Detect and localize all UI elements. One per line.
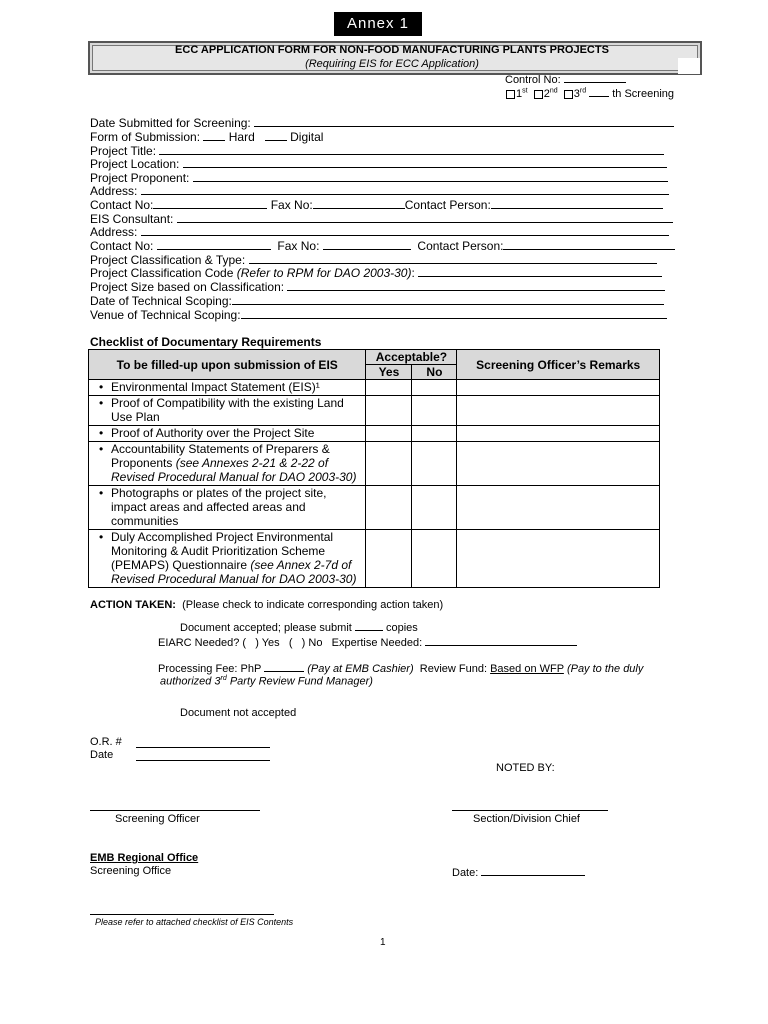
- fee-field[interactable]: [264, 661, 304, 672]
- checklist-table: [88, 349, 660, 588]
- section-chief-signature-line[interactable]: [452, 810, 608, 811]
- no-cell[interactable]: [412, 426, 457, 442]
- yes-cell[interactable]: [366, 530, 412, 588]
- yes-cell[interactable]: [366, 486, 412, 530]
- col-remarks: Screening Officer’s Remarks: [457, 350, 660, 380]
- col-acceptable: Acceptable?: [366, 350, 457, 365]
- col-yes: Yes: [366, 365, 412, 380]
- third-screening-checkbox[interactable]: [564, 90, 573, 99]
- classification-code-field[interactable]: [418, 265, 662, 277]
- table-row: • Duly Accomplished Project Environmental Monitoring & Audit Prioritization Scheme (PEMAPS) Questionnaire (see Annex 2-7d of Revised Procedural Manual for DAO 2003-30): [89, 530, 660, 588]
- emb-office: EMB Regional Office: [90, 852, 199, 864]
- section-chief-label: Section/Division Chief: [473, 813, 580, 825]
- project-title-row: Project Title:: [90, 143, 664, 158]
- project-location-row: Project Location:: [90, 156, 667, 171]
- copies-field[interactable]: [355, 620, 383, 631]
- noted-by: NOTED BY:: [496, 762, 555, 774]
- fax-no-field[interactable]: [313, 197, 405, 209]
- remarks-cell[interactable]: [457, 442, 660, 486]
- date2-field[interactable]: [481, 865, 585, 876]
- project-location-field[interactable]: [183, 156, 667, 168]
- date-field[interactable]: [136, 760, 270, 761]
- form-subtitle: (Requiring EIS for ECC Application): [305, 58, 479, 70]
- no-cell[interactable]: [412, 486, 457, 530]
- or-field[interactable]: [136, 747, 270, 748]
- table-row: • Proof of Compatibility with the existing Land Use Plan: [89, 396, 660, 426]
- col-requirement: To be filled-up upon submission of EIS: [89, 350, 366, 380]
- address2-row: Address:: [90, 224, 669, 239]
- form-submission-row: Form of Submission: Hard Digital: [90, 130, 324, 144]
- footnote-divider: [90, 914, 274, 915]
- project-proponent-field[interactable]: [193, 170, 668, 182]
- fund-note: authorized 3rd Party Review Fund Manager): [160, 675, 373, 688]
- eis-consultant-field[interactable]: [177, 211, 673, 223]
- or-label: O.R. #: [90, 736, 122, 748]
- project-proponent-row: Project Proponent:: [90, 170, 668, 185]
- remarks-cell[interactable]: [457, 530, 660, 588]
- address2-field[interactable]: [141, 224, 669, 236]
- remarks-cell[interactable]: [457, 380, 660, 396]
- no-cell[interactable]: [412, 442, 457, 486]
- control-no-field[interactable]: [564, 72, 626, 83]
- address-row: Address:: [90, 183, 669, 198]
- title-box-notch: [678, 58, 700, 74]
- remarks-cell[interactable]: [457, 486, 660, 530]
- address-field[interactable]: [141, 183, 669, 195]
- col-no: No: [412, 365, 457, 380]
- remarks-cell[interactable]: [457, 396, 660, 426]
- no-cell[interactable]: [412, 530, 457, 588]
- date2: Date:: [452, 865, 585, 879]
- table-row: • Proof of Authority over the Project Site: [89, 426, 660, 442]
- project-size-row: Project Size based on Classification:: [90, 279, 665, 294]
- remarks-cell[interactable]: [457, 426, 660, 442]
- project-size-field[interactable]: [287, 279, 665, 291]
- no-cell[interactable]: [412, 380, 457, 396]
- eiarc-needed: EIARC Needed? ( ) Yes ( ) No Expertise Needed:: [158, 635, 577, 649]
- contact-no-field[interactable]: [153, 197, 267, 209]
- yes-cell[interactable]: [366, 442, 412, 486]
- first-screening-checkbox[interactable]: [506, 90, 515, 99]
- action-taken: ACTION TAKEN: (Please check to indicate corresponding action taken): [90, 599, 444, 611]
- contact2-row: Contact No: Fax No: Contact Person:: [90, 238, 675, 253]
- contact-person2-field[interactable]: [503, 238, 675, 250]
- yes-cell[interactable]: [366, 426, 412, 442]
- footnote: Please refer to attached checklist of EIS Contents: [95, 917, 294, 927]
- date-submitted-field[interactable]: [254, 115, 674, 127]
- yes-cell[interactable]: [366, 396, 412, 426]
- contact-person-field[interactable]: [491, 197, 663, 209]
- fax-no2-field[interactable]: [323, 238, 411, 250]
- document-not-accepted: Document not accepted: [180, 707, 297, 719]
- screening-officer-label: Screening Officer: [115, 813, 200, 825]
- date-label: Date: [90, 749, 114, 761]
- table-row: • Photographs or plates of the project site, impact areas and affected areas and communities: [89, 486, 660, 530]
- document-accepted: Document accepted; please submit copies: [180, 622, 418, 634]
- venue-scoping-row: Venue of Technical Scoping:: [90, 307, 667, 322]
- contact-no2-field[interactable]: [157, 238, 271, 250]
- yes-cell[interactable]: [366, 380, 412, 396]
- eis-consultant-row: EIS Consultant:: [90, 211, 673, 226]
- processing-fee: Processing Fee: PhP (Pay at EMB Cashier) Review Fund: Based on WFP (Pay to the duly: [158, 663, 644, 675]
- screening-round: 1st 2nd 3rd th Screening: [506, 86, 674, 100]
- annex-badge: Annex 1: [334, 12, 422, 36]
- second-screening-checkbox[interactable]: [534, 90, 543, 99]
- screening-officer-signature-line[interactable]: [90, 810, 260, 811]
- classification-type-field[interactable]: [249, 252, 657, 264]
- page-number: 1: [380, 937, 386, 948]
- digital-field[interactable]: [265, 129, 287, 141]
- venue-scoping-field[interactable]: [241, 307, 667, 319]
- hard-field[interactable]: [203, 129, 225, 141]
- project-title-field[interactable]: [159, 143, 664, 155]
- no-cell[interactable]: [412, 396, 457, 426]
- classification-code-row: Project Classification Code (Refer to RPM for DAO 2003-30):: [90, 265, 662, 280]
- table-row: • Environmental Impact Statement (EIS)¹: [89, 380, 660, 396]
- control-no: Control No:: [505, 72, 626, 86]
- contact-row: Contact No: Fax No: Contact Person:: [90, 197, 663, 212]
- date-scoping-row: Date of Technical Scoping:: [90, 293, 664, 308]
- date-scoping-field[interactable]: [232, 293, 664, 305]
- screening-office: Screening Office: [90, 865, 172, 877]
- classification-type-row: Project Classification & Type:: [90, 252, 657, 267]
- table-row: • Accountability Statements of Preparers & Proponents (see Annexes 2-21 & 2-22 of Revised Procedural Manual for DAO 2003-30): [89, 442, 660, 486]
- expertise-field[interactable]: [425, 635, 577, 646]
- form-title: ECC APPLICATION FORM FOR NON-FOOD MANUFACTURING PLANTS PROJECTS: [175, 44, 609, 56]
- checklist-heading: Checklist of Documentary Requirements: [90, 335, 322, 349]
- date-submitted-row: Date Submitted for Screening:: [90, 115, 674, 130]
